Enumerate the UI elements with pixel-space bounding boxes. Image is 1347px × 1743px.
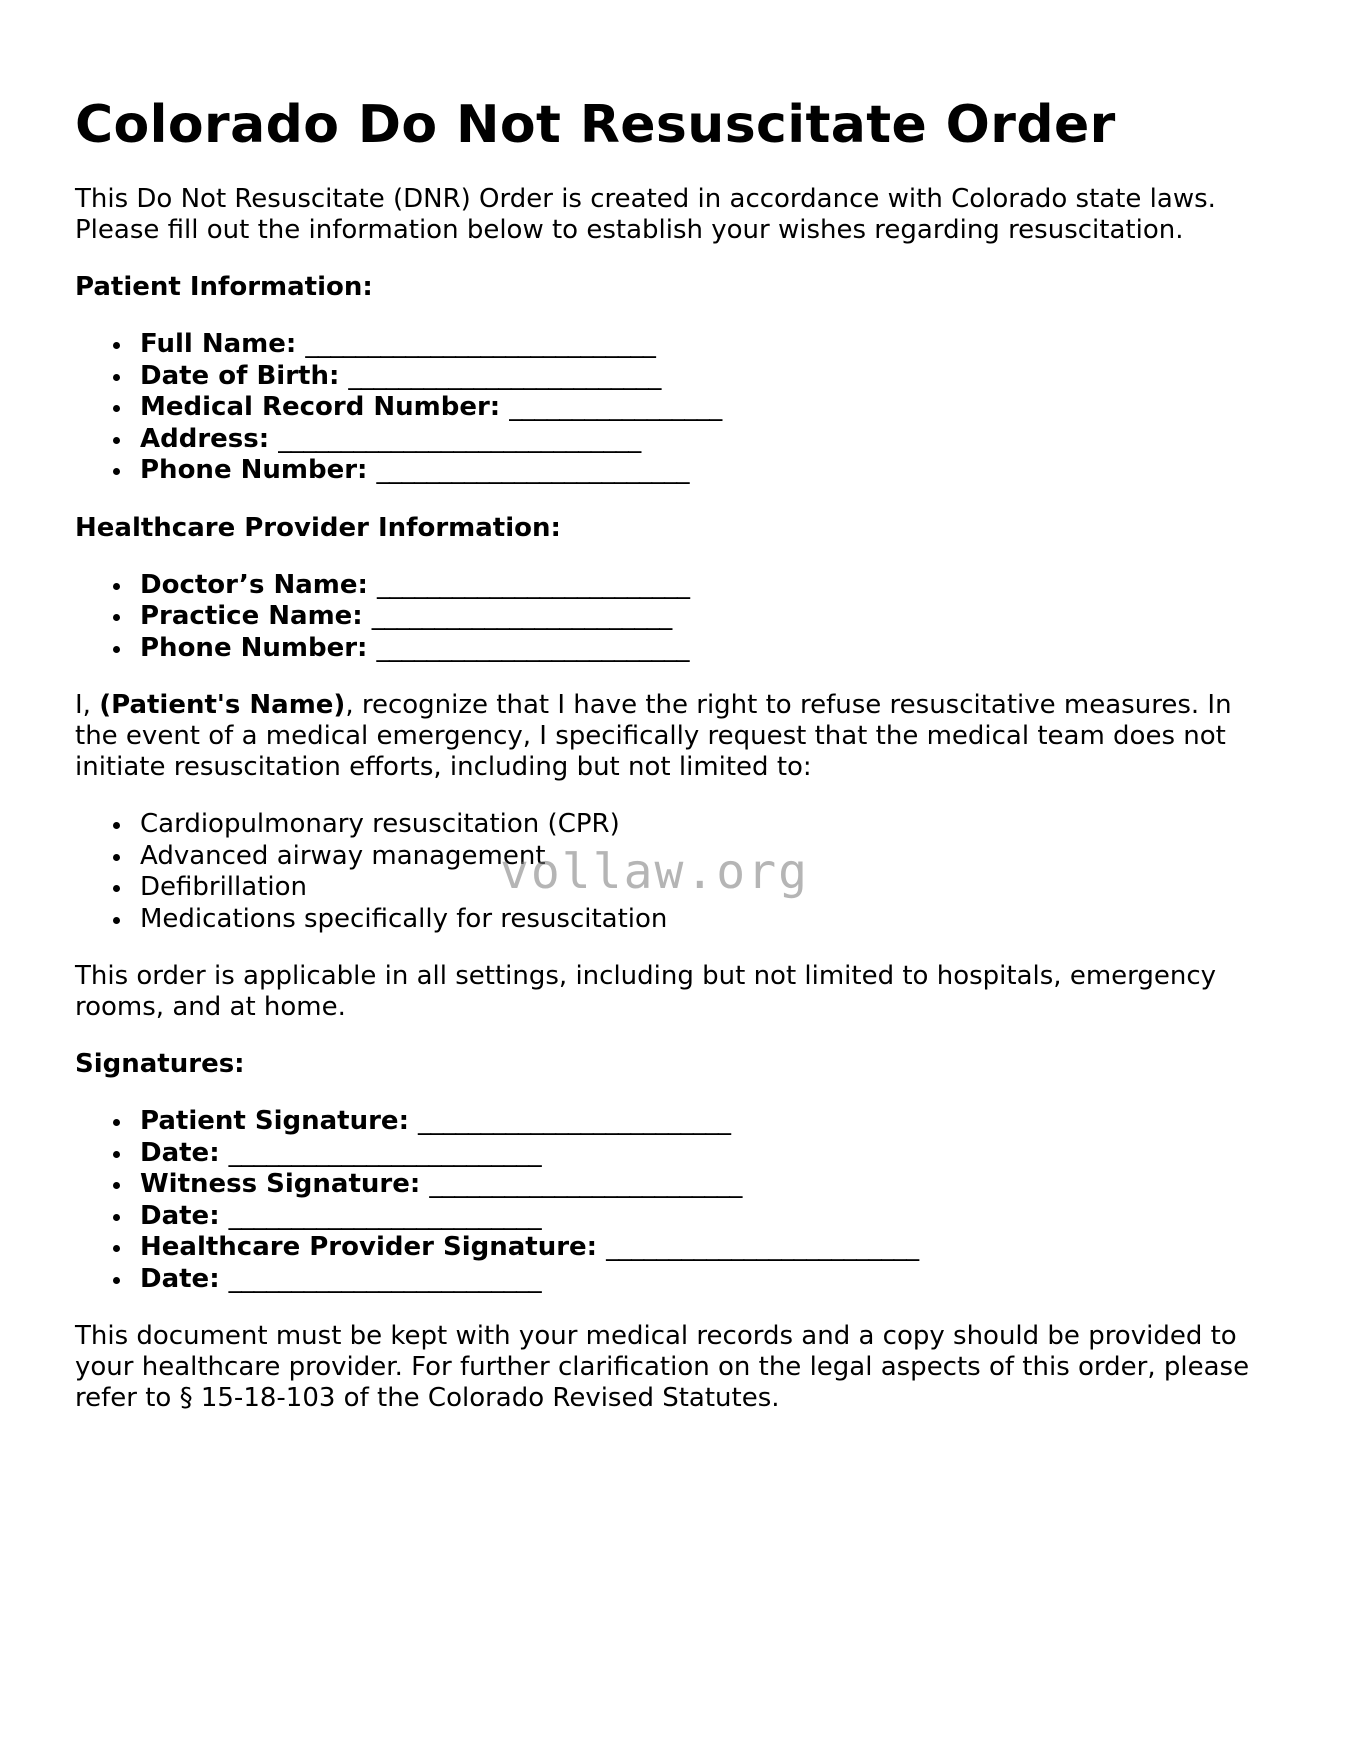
signatures-list [75,1106,1275,1295]
list-item: Advanced airway management [140,841,1275,873]
provider-info-heading: Healthcare Provider Information: [75,512,561,543]
settings-paragraph: This order is applicable in all settings, including but not limited to hospitals, emergency rooms, and at home. [75,961,1217,1022]
blank-line[interactable]: _________________________ [228,1200,542,1231]
field-witness-signature: Witness Signature: _________________________ [140,1169,1275,1201]
field-date-of-birth: Date of Birth: _________________________ [140,361,1275,393]
field-witness-signature-date: Date: _________________________ [140,1201,1275,1233]
blank-line[interactable]: _________________________ [228,1137,542,1168]
blank-line[interactable]: _________________________ [429,1169,742,1199]
field-medical-record-number: Medical Record Number: _________________ [140,392,1275,424]
blank-line[interactable]: _____________________________ [278,423,641,454]
intro-paragraph: This Do Not Resuscitate (DNR) Order is created in accordance with Colorado state laws. Please fill out the information below to establish your wishes regarding resuscitation. [75,184,1216,245]
field-doctor-name: Doctor’s Name: _________________________ [140,570,1275,602]
field-patient-signature: Patient Signature: _________________________ [140,1106,1275,1138]
list-item: Medications specifically for resuscitation [140,904,1275,936]
field-full-name: Full Name: ____________________________ [140,329,1275,361]
blank-line[interactable]: _________________________ [606,1232,919,1262]
field-patient-phone: Phone Number: _________________________ [140,455,1275,487]
list-item: Cardiopulmonary resuscitation (CPR) [140,809,1275,841]
blank-line[interactable]: _________________ [509,392,722,422]
blank-line[interactable]: _________________________ [228,1263,542,1294]
patient-info-list [75,329,1275,487]
blank-line[interactable]: _________________________ [376,455,690,485]
closing-paragraph: This document must be kept with your medical records and a copy should be provided to your healthcare provider. For further clarification on the legal aspects of this order, please refer to § 15-18-103 of the Colorado Revised Statutes. [75,1321,1250,1413]
blank-line[interactable]: _________________________ [348,360,661,391]
signatures-heading: Signatures: [75,1049,245,1079]
field-provider-signature-date: Date: _________________________ [140,1264,1275,1296]
list-item: Defibrillation [140,872,1275,904]
statement-paragraph: I, (Patient's Name), recognize that I have the right to refuse resuscitative measures. In the event of a medical emergency, I specifically request that the medical team does not initiate resuscitation efforts, including but not limited to: [75,690,1232,782]
watermark: vollaw.org [500,844,809,900]
blank-line[interactable]: ________________________ [371,601,672,631]
field-patient-signature-date: Date: _________________________ [140,1138,1275,1170]
patient-name-placeholder: (Patient's Name) [99,690,346,720]
field-provider-signature: Healthcare Provider Signature: _________________________ [140,1232,1275,1264]
field-address: Address: _____________________________ [140,424,1275,456]
provider-info-list [75,570,1275,665]
field-provider-phone: Phone Number: _________________________ [140,633,1275,665]
document-page [75,90,1275,1414]
patient-info-heading: Patient Information: [75,272,373,302]
blank-line[interactable]: _________________________ [376,569,690,600]
document-title: Colorado Do Not Resuscitate Order [75,95,1116,155]
blank-line[interactable]: ____________________________ [305,329,656,359]
blank-line[interactable]: _________________________ [418,1106,731,1136]
blank-line[interactable]: _________________________ [376,632,690,663]
field-practice-name: Practice Name: ________________________ [140,601,1275,633]
